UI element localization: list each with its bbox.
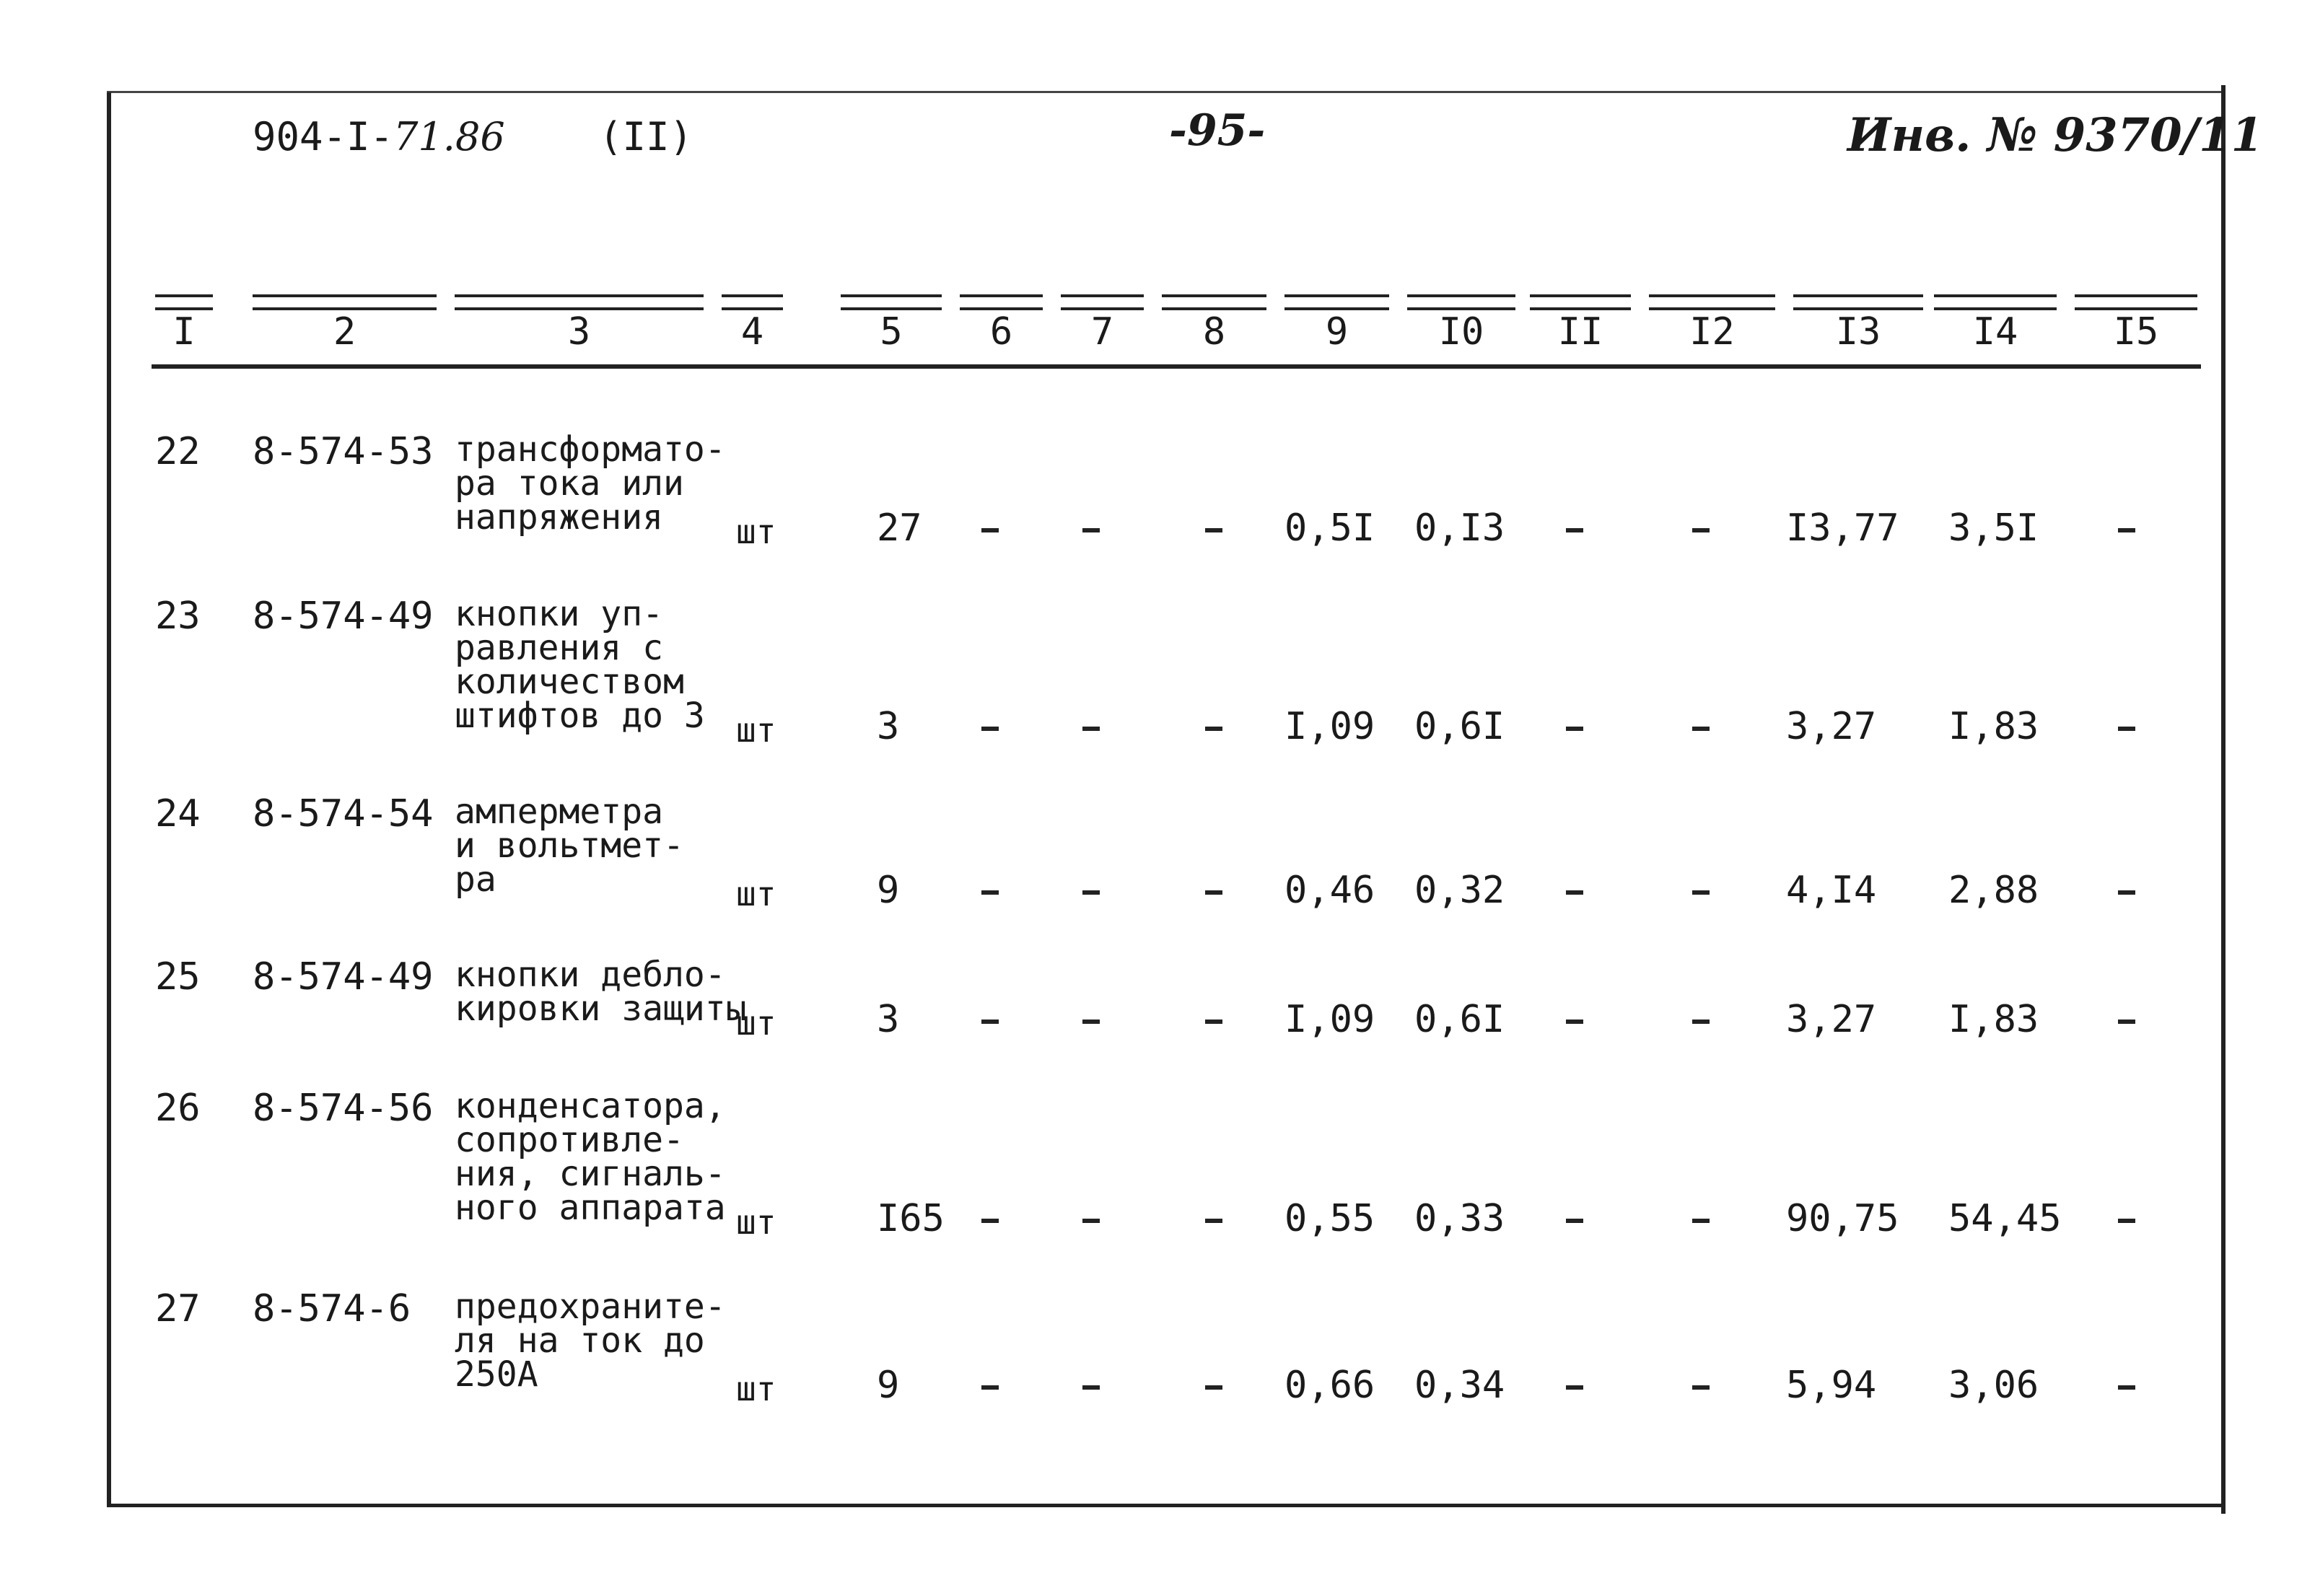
empty-cell-dash [2118, 890, 2135, 895]
quantity: 27 [877, 507, 922, 550]
column-rule [1934, 294, 2057, 310]
quantity: 9 [877, 1364, 900, 1407]
column-rule [1649, 294, 1775, 310]
empty-cell-dash [1566, 1385, 1583, 1390]
column-rule [1285, 294, 1389, 310]
row-number: 24 [155, 792, 201, 836]
frame-right-border [2221, 85, 2226, 1514]
column-number: 3 [567, 310, 591, 354]
empty-cell-dash [1205, 727, 1222, 731]
column-number: 2 [333, 310, 356, 354]
empty-cell-dash [1205, 890, 1222, 895]
column-number: 5 [880, 310, 903, 354]
document-code [253, 114, 505, 159]
column-number: 7 [1090, 310, 1114, 354]
empty-cell-dash [1082, 528, 1100, 532]
empty-cell-dash [1082, 1020, 1100, 1024]
item-code: 8-574-53 [253, 430, 434, 473]
empty-cell-dash [1205, 1219, 1222, 1223]
value-col-14: 3,06 [1948, 1364, 2039, 1407]
column-number: I2 [1689, 310, 1735, 354]
column-rule [1407, 294, 1515, 310]
value-col-9: 0,46 [1285, 869, 1375, 912]
document-code-handwritten: 71.86 [393, 114, 505, 159]
row-number: 27 [155, 1287, 201, 1330]
column-number: 8 [1202, 310, 1226, 354]
value-col-10: 0,32 [1414, 869, 1505, 912]
empty-cell-dash [981, 1020, 999, 1024]
value-col-9: 0,66 [1285, 1364, 1375, 1407]
value-col-9: I,09 [1285, 998, 1375, 1041]
column-number: I4 [1972, 310, 2018, 354]
value-col-10: 0,6I [1414, 705, 1505, 748]
empty-cell-dash [1205, 1020, 1222, 1024]
empty-cell-dash [1082, 1385, 1100, 1390]
row-number: 23 [155, 595, 201, 638]
column-rule [155, 294, 213, 310]
empty-cell-dash [1566, 890, 1583, 895]
empty-cell-dash [2118, 1219, 2135, 1223]
value-col-14: 3,5I [1948, 507, 2039, 550]
value-col-9: 0,55 [1285, 1197, 1375, 1240]
empty-cell-dash [1082, 727, 1100, 731]
row-number: 26 [155, 1087, 201, 1130]
row-number: 22 [155, 430, 201, 473]
empty-cell-dash [1566, 727, 1583, 731]
frame-left-border [107, 92, 111, 1507]
column-number: 9 [1325, 310, 1349, 354]
column-rule [253, 294, 437, 310]
empty-cell-dash [981, 727, 999, 731]
quantity: 3 [877, 998, 900, 1041]
column-number: I0 [1438, 310, 1484, 354]
item-code: 8-574-49 [253, 955, 434, 999]
item-code: 8-574-56 [253, 1087, 434, 1130]
value-col-14: 2,88 [1948, 869, 2039, 912]
value-col-9: 0,5I [1285, 507, 1375, 550]
quantity: 3 [877, 705, 900, 748]
empty-cell-dash [1082, 890, 1100, 895]
empty-cell-dash [1566, 528, 1583, 532]
empty-cell-dash [1692, 1020, 1710, 1024]
empty-cell-dash [1692, 727, 1710, 731]
empty-cell-dash [981, 890, 999, 895]
value-col-13: 4,I4 [1786, 869, 1877, 912]
empty-cell-dash [1692, 1219, 1710, 1223]
column-rule [2075, 294, 2197, 310]
value-col-13: 5,94 [1786, 1364, 1877, 1407]
document-code-prefix: 904-I- [253, 114, 394, 159]
item-code: 8-574-54 [253, 792, 434, 836]
unit: шт [736, 512, 776, 551]
column-rule [960, 294, 1043, 310]
item-description: предохраните- ля на ток до 250А [455, 1286, 726, 1395]
column-rule [1793, 294, 1923, 310]
value-col-13: I3,77 [1786, 507, 1899, 550]
unit: шт [736, 1203, 776, 1242]
empty-cell-dash [981, 1219, 999, 1223]
unit: шт [736, 711, 776, 750]
empty-cell-dash [1566, 1020, 1583, 1024]
row-number: 25 [155, 955, 201, 999]
empty-cell-dash [2118, 1020, 2135, 1024]
empty-cell-dash [2118, 1385, 2135, 1390]
column-number: 6 [989, 310, 1013, 354]
column-number: I [172, 310, 196, 354]
column-rule [455, 294, 704, 310]
value-col-10: 0,34 [1414, 1364, 1505, 1407]
unit: шт [736, 874, 776, 913]
column-number: 4 [740, 310, 764, 354]
column-rule [841, 294, 942, 310]
value-col-13: 3,27 [1786, 998, 1877, 1041]
page-number: -95- [1169, 105, 1266, 156]
item-description: кнопки уп- равления с количеством штифтов до 3 [455, 594, 705, 736]
quantity: I65 [877, 1197, 945, 1240]
item-code: 8-574-49 [253, 595, 434, 638]
value-col-13: 90,75 [1786, 1197, 1899, 1240]
value-col-14: I,83 [1948, 998, 2039, 1041]
unit: шт [736, 1369, 776, 1408]
quantity: 9 [877, 869, 900, 912]
column-rule [722, 294, 783, 310]
empty-cell-dash [1566, 1219, 1583, 1223]
frame-top-border [107, 91, 2226, 93]
unit: шт [736, 1004, 776, 1043]
value-col-13: 3,27 [1786, 705, 1877, 748]
item-description: амперметра и вольтмет- ра [455, 792, 684, 900]
item-description: конденсатора, сопротивле- ния, сигналь- ного аппарата [455, 1086, 726, 1228]
header-underline [152, 364, 2201, 369]
empty-cell-dash [2118, 727, 2135, 731]
column-rule [1061, 294, 1144, 310]
item-description: кнопки дебло- кировки защиты [455, 955, 747, 1029]
item-code: 8-574-6 [253, 1287, 411, 1330]
empty-cell-dash [1082, 1219, 1100, 1223]
empty-cell-dash [2118, 528, 2135, 532]
empty-cell-dash [981, 528, 999, 532]
value-col-14: I,83 [1948, 705, 2039, 748]
document-part: (II) [599, 114, 693, 159]
column-number: II [1557, 310, 1603, 354]
value-col-10: 0,6I [1414, 998, 1505, 1041]
empty-cell-dash [1205, 528, 1222, 532]
inventory-number: Инв. № 9370/11 [1847, 108, 2264, 162]
column-rule [1162, 294, 1266, 310]
frame-bottom-border [107, 1504, 2226, 1507]
empty-cell-dash [1205, 1385, 1222, 1390]
empty-cell-dash [981, 1385, 999, 1390]
value-col-10: 0,I3 [1414, 507, 1505, 550]
value-col-10: 0,33 [1414, 1197, 1505, 1240]
empty-cell-dash [1692, 528, 1710, 532]
column-rule [1530, 294, 1631, 310]
value-col-14: 54,45 [1948, 1197, 2062, 1240]
value-col-9: I,09 [1285, 705, 1375, 748]
column-number: I5 [2113, 310, 2159, 354]
item-description: трансформато- ра тока или напряжения [455, 429, 726, 538]
empty-cell-dash [1692, 890, 1710, 895]
empty-cell-dash [1692, 1385, 1710, 1390]
column-number: I3 [1835, 310, 1881, 354]
